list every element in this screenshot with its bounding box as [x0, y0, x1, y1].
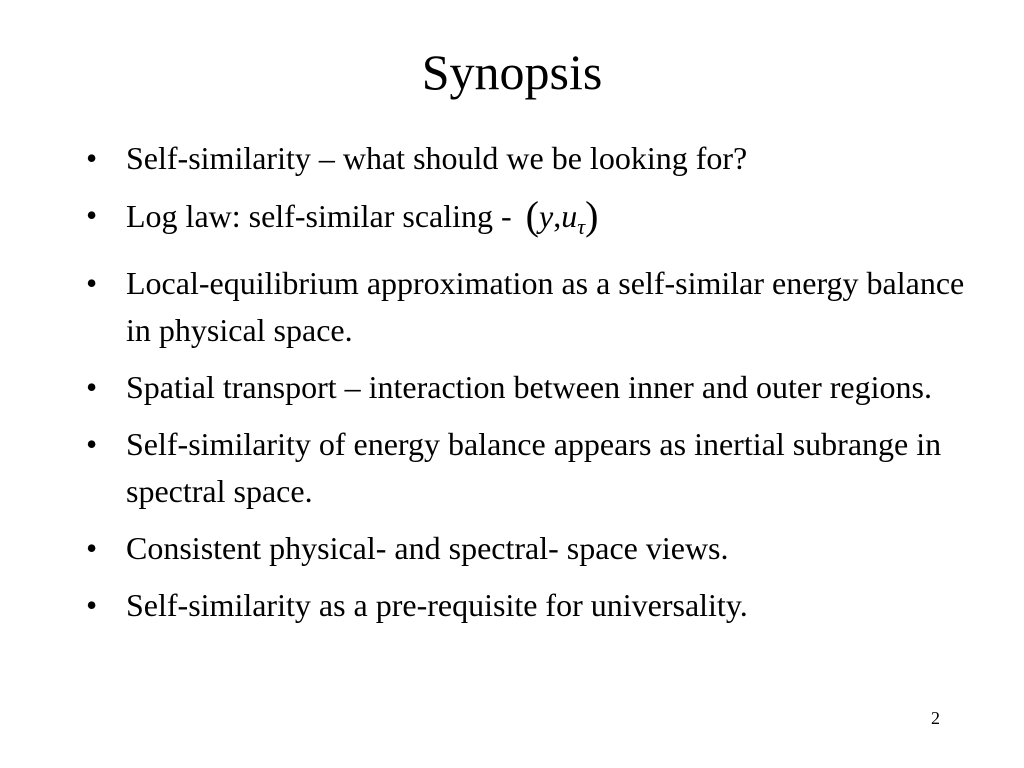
formula-close-paren: ): [585, 193, 599, 238]
slide-title: Synopsis: [421, 44, 603, 100]
bullet-icon: •: [86, 265, 98, 301]
bullet-text: Log law: self-similar scaling -: [126, 198, 512, 234]
bullet-item: [86, 582, 966, 629]
bullet-item: [86, 192, 966, 250]
bullet-icon: •: [86, 369, 98, 405]
bullet-list: [86, 135, 966, 639]
bullet-icon: •: [86, 587, 98, 623]
bullet-icon: •: [86, 197, 98, 233]
bullet-text: Self-similarity – what should we be looking for?: [126, 140, 748, 176]
bullet-item: [86, 135, 966, 182]
bullet-text: Self-similarity as a pre-requisite for universality.: [126, 587, 748, 623]
bullet-text: Consistent physical- and spectral- space views.: [126, 530, 729, 566]
formula-var-y: y: [539, 198, 554, 234]
bullet-item: [86, 364, 966, 411]
page-number: 2: [931, 708, 940, 728]
formula-comma: ,: [553, 198, 562, 234]
bullet-text: Local-equilibrium approximation as a self-similar energy balance in physical space.: [126, 265, 965, 348]
bullet-text: Spatial transport – interaction between inner and outer regions.: [126, 369, 932, 405]
bullet-item: [86, 260, 966, 354]
formula: [525, 193, 599, 239]
formula-subscript-tau: τ: [577, 214, 586, 239]
bullet-text: Self-similarity of energy balance appears as inertial subrange in spectral space.: [126, 426, 942, 509]
formula-open-paren: (: [525, 193, 539, 238]
bullet-icon: •: [86, 140, 98, 176]
bullet-item: [86, 421, 966, 515]
bullet-item: [86, 525, 966, 572]
formula-var-u: u: [561, 198, 578, 234]
bullet-icon: •: [86, 530, 98, 566]
bullet-icon: •: [86, 426, 98, 462]
